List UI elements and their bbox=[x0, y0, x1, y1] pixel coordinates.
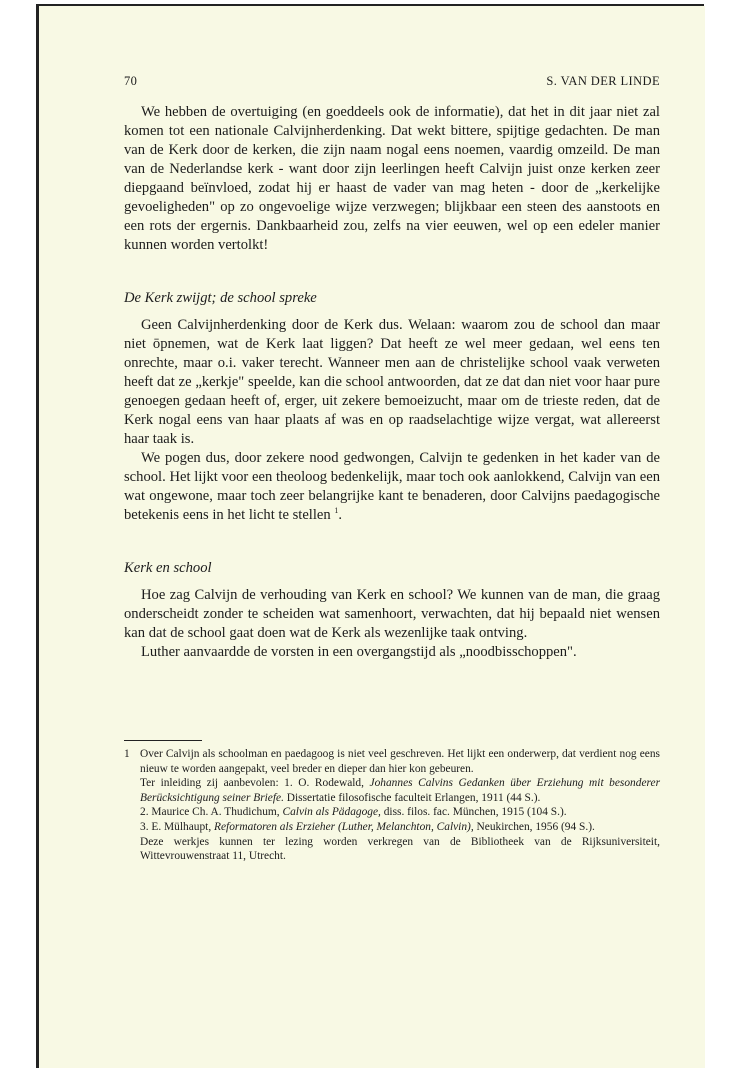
footnote-ref-3-suffix: Neukirchen, 1956 (94 S.). bbox=[473, 820, 595, 833]
footnote-ref-3 bbox=[140, 820, 660, 835]
footnote-ref-2-suffix: diss. filos. fac. München, 1915 (104 S.). bbox=[380, 806, 567, 819]
footnote-1 bbox=[124, 747, 660, 864]
paragraph-section1-2-end: . bbox=[338, 507, 342, 523]
footnote-ref-1-title: Johannes Calvins Gedanken über Erziehung mit besonderer Berücksichtigung seiner Briefe. bbox=[140, 777, 660, 804]
footnote-rule bbox=[124, 740, 202, 741]
footnotes bbox=[124, 740, 660, 864]
footnote-ref-2-title: Calvin als Pädagoge, bbox=[282, 806, 381, 819]
footnote-reference[interactable]: 1 bbox=[334, 506, 339, 516]
body-text bbox=[124, 103, 660, 662]
section-heading-kerk-en-school: Kerk en school bbox=[124, 560, 212, 576]
footnote-ref-2-prefix: 2. Maurice Ch. A. Thudichum, bbox=[140, 806, 283, 819]
paragraph-section1-2 bbox=[124, 449, 660, 525]
footnote-number: 1 bbox=[124, 748, 130, 760]
footnote-ref-3-title: Reformatoren als Erzieher (Luther, Melanchton, Calvin), bbox=[214, 820, 474, 833]
running-header bbox=[124, 74, 660, 89]
footnote-ref-1 bbox=[140, 776, 660, 805]
paragraph-section2-1: Hoe zag Calvijn de verhouding van Kerk en school? We kunnen van de man, die graag onderscheidt zonder te scheiden wat samenhoort, verwachten, dat hij bepaald niet wensen kan dat de school gaat doen wat de Kerk als wezenlijke taak ontving. bbox=[124, 587, 660, 641]
section-heading-de-kerk-zwijgt: De Kerk zwijgt; de school spreke bbox=[124, 290, 317, 306]
page-number: 70 bbox=[124, 74, 138, 88]
paragraph-section2-2: Luther aanvaardde de vorsten in een overgangstijd als „noodbisschoppen". bbox=[141, 644, 577, 660]
footnote-ref-2 bbox=[140, 805, 660, 820]
footnote-ref-1-suffix: Dissertatie filosofische faculteit Erlangen, 1911 (44 S.). bbox=[283, 791, 541, 804]
footnote-closing: Deze werkjes kunnen ter lezing worden verkregen van de Bibliotheek van de Rijksuniversiteit, Wittevrouwenstraat 11, Utrecht. bbox=[140, 835, 660, 863]
running-head-author: S. VAN DER LINDE bbox=[546, 74, 660, 88]
paragraph-section1-2-text: We pogen dus, door zekere nood gedwongen, Calvijn te gedenken in het kader van de school. Het lijkt voor een theoloog bedenkelijk, maar toch ook aanlokkend, Calvijn van een wat ongewone, maar toch zeer belangrijke kant te benaderen, door Calvijns paedagogische betekenis eens in het licht te stellen bbox=[124, 450, 660, 523]
footnote-body bbox=[140, 747, 660, 864]
page-content bbox=[124, 74, 660, 662]
footnote-intro: Over Calvijn als schoolman en paedagoog is niet veel geschreven. Het lijkt een onderwerp, dat verdient nog eens nieuw te worden aangepakt, veel breder en dieper dan hier kon gebeuren. bbox=[140, 748, 660, 775]
footnote-ref-1-prefix: Ter inleiding zij aanbevolen: 1. O. Rodewald, bbox=[140, 777, 370, 790]
paragraph-section1-1: Geen Calvijnherdenking door de Kerk dus. Welaan: waarom zou de school dan maar niet ōpnemen, wat de Kerk laat liggen? Dat heeft ze wel meer gedaan, wel eens ten onrechte, maar o.i. vaker terecht. Wanneer men aan de christelijke school vaak verweten heeft dat ze „kerkje" speelde, kan die school antwoorden, dat ze dat dan niet voor haar pure genoegen gedaan heeft of, erger, uit zekere bemoeizucht, maar om de trieste reden, dat de Kerk nogal eens van haar plaats af was en op raadselachtige wijze vergat, wat allereerst haar taak is. bbox=[124, 317, 660, 447]
footnote-ref-3-prefix: 3. E. Mülhaupt, bbox=[140, 820, 215, 833]
paragraph-intro: We hebben de overtuiging (en goeddeels ook de informatie), dat het in dit jaar niet zal komen tot een nationale Calvijnherdenking. Dat wekt bittere, spijtige gedachten. De man van de Kerk door de kerken, die zijn naam nogal eens noemen, vaardig omzeild. De man van de Nederlandse kerk - want door zijn leerlingen heeft Calvijn juist onze kerken zeer diepgaand beïnvloed, zodat hij er haast de vader van mag heten - door de „kerkelijke gevoeligheden" op zo ongevoelige wijze verzwegen; blijkbaar een steen des aanstoots en een rots der ergernis. Dankbaarheid zou, zelfs na vier eeuwen, wel op een edeler manier kunnen worden vertolkt! bbox=[124, 104, 660, 253]
